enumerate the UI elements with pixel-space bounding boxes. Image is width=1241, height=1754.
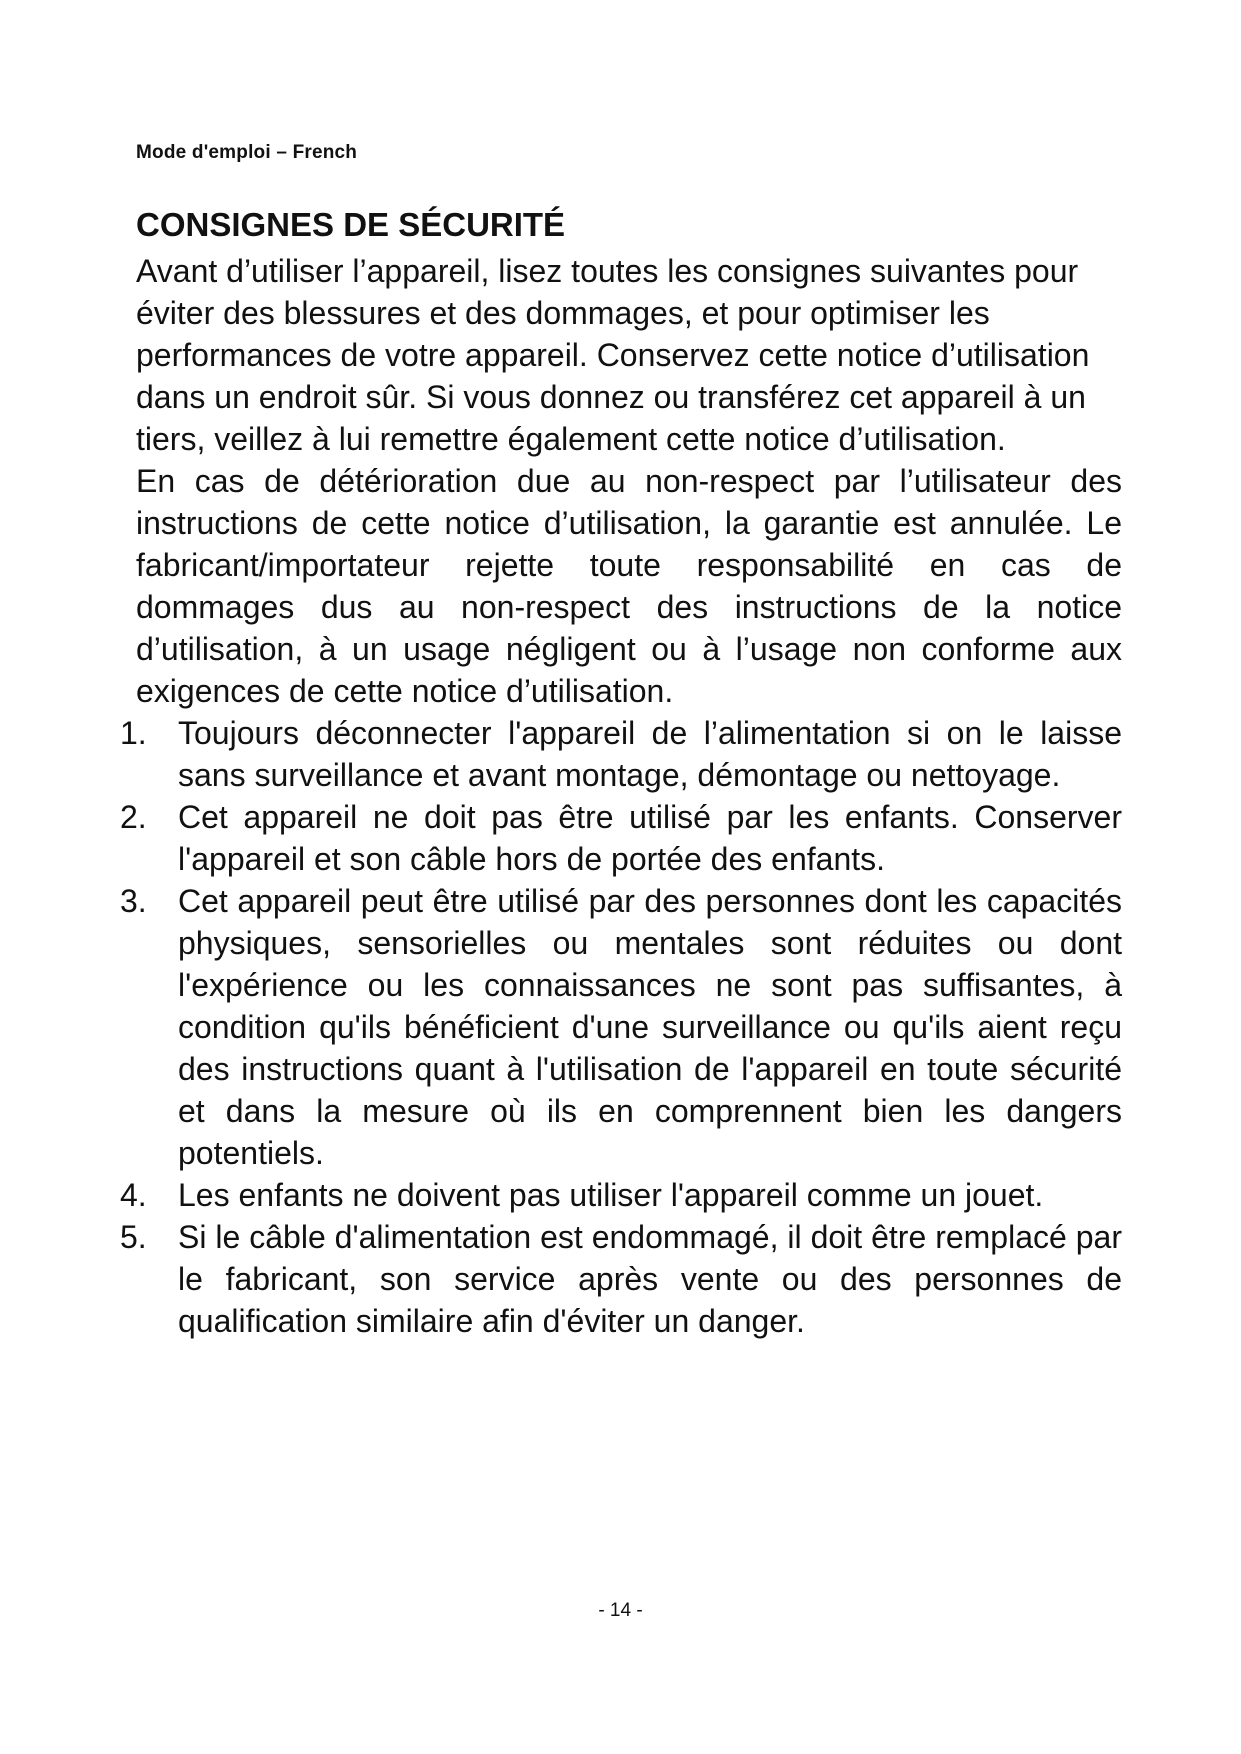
list-item-text: Cet appareil peut être utilisé par des personnes dont les capacités physiques, sensorielles ou mentales sont réduites ou dont l'expérience ou les connaissances ne sont pas suffisantes, à condition qu'ils bénéficient d'une surveillance ou qu'ils aient reçu des instructions quant à l'utilisation de l'appareil en toute sécurité et dans la mesure où ils en comprennent bien les dangers potentiels. <box>178 883 1122 1171</box>
list-item <box>120 1216 1122 1342</box>
list-item-text: Les enfants ne doivent pas utiliser l'appareil comme un jouet. <box>178 1177 1044 1213</box>
list-item <box>120 1174 1122 1216</box>
intro-paragraph-2: En cas de détérioration due au non-respect par l’utilisateur des instructions de cette notice d’utilisation, la garantie est annulée. Le fabricant/importateur rejette toute responsabilité en cas de dommages dus au non-respect des instructions de la notice d’utilisation, à un usage négligent ou à l’usage non conforme aux exigences de cette notice d’utilisation. <box>136 463 1122 709</box>
page-header: Mode d'emploi – French <box>136 142 358 163</box>
list-item-text: Cet appareil ne doit pas être utilisé par les enfants. Conserver l'appareil et son câble hors de portée des enfants. <box>178 799 1122 877</box>
list-item-number: 3. <box>120 883 147 919</box>
section-title: CONSIGNES DE SÉCURITÉ <box>136 206 566 243</box>
page-number: - 14 - <box>598 1600 643 1621</box>
list-item <box>120 712 1122 796</box>
list-item-number: 2. <box>120 799 147 835</box>
list-item <box>120 796 1122 880</box>
intro-paragraph-1: Avant d’utiliser l’appareil, lisez toutes les consignes suivantes pour éviter des blessures et des dommages, et pour optimiser les performances de votre appareil. Conservez cette notice d’utilisation dans un endroit sûr. Si vous donnez ou transférez cet appareil à un tiers, veillez à lui remettre également cette notice d’utilisation. <box>136 253 1090 457</box>
list-item <box>120 880 1122 1174</box>
list-item-number: 1. <box>120 715 147 751</box>
list-item-number: 5. <box>120 1219 147 1255</box>
safety-section <box>120 202 1122 1342</box>
safety-rules-list <box>120 712 1122 1342</box>
list-item-number: 4. <box>120 1177 147 1213</box>
list-item-text: Si le câble d'alimentation est endommagé, il doit être remplacé par le fabricant, son service après vente ou des personnes de qualification similaire afin d'éviter un danger. <box>178 1219 1122 1339</box>
list-item-text: Toujours déconnecter l'appareil de l’alimentation si on le laisse sans surveillance et avant montage, démontage ou nettoyage. <box>178 715 1122 793</box>
